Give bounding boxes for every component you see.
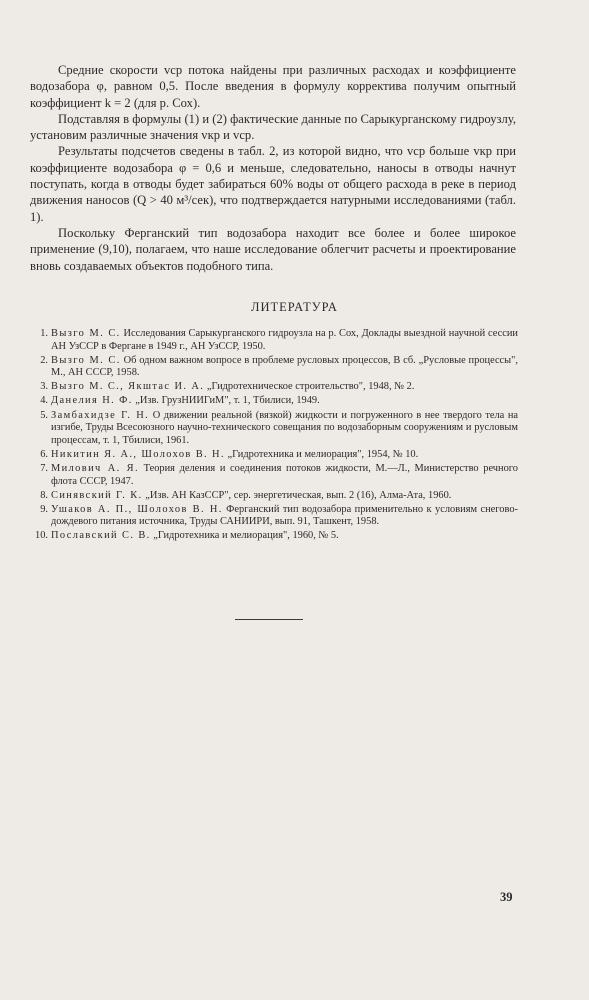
references-list: [30, 328, 518, 545]
reference-text: Теория деления и соединения потоков жидкости, М.—Л., Министерство речного флота СССР, 1947.: [51, 462, 518, 487]
reference-text: Об одном важном вопросе в проблеме русловых процессов, В сб. „Русловые процессы", М., АН СССР, 1958.: [51, 354, 518, 379]
reference-text: „Гидротехника и мелиорация", 1960, № 5.: [150, 530, 339, 542]
reference-author: Пославский С. В.: [51, 530, 151, 542]
paragraph-4: Поскольку Ферганский тип водозабора находит все более и более широкое применение (9,10), полагаем, что наше исследование облегчит расчеты и проектирование вновь создаваемых объектов подобного типа.: [30, 225, 516, 273]
reference-item: [30, 449, 518, 462]
end-rule-divider: [235, 619, 303, 620]
reference-number: 2.: [40, 354, 48, 366]
body-text: [30, 62, 516, 274]
reference-author: Синявский Г. К.: [51, 489, 143, 501]
paragraph-3: Результаты подсчетов сведены в табл. 2, из которой видно, что vср больше vкр при коэффициенте водозабора φ = 0,6 и меньше, следовательно, наносы в отводы начнут поступать, когда в отводы будет забираться 60% воды от общего расхода в реке в период движения наносов (Q > 40 м³/сек), что подтверждается натурными исследованиями (табл. 1).: [30, 144, 516, 224]
reference-number: 9.: [40, 503, 48, 515]
reference-number: 1.: [40, 328, 48, 339]
reference-number: 10.: [35, 530, 48, 542]
reference-number: 3.: [40, 381, 48, 393]
reference-number: 4.: [40, 395, 48, 407]
reference-text: „Гидротехническое строительство", 1948, № 2.: [204, 381, 415, 393]
reference-item: [30, 530, 518, 543]
reference-item: [30, 504, 518, 529]
references-title: ЛИТЕРАТУРА: [251, 300, 338, 314]
reference-text: „Гидротехника и мелиорация", 1954, № 10.: [224, 448, 419, 460]
reference-author: Данелия Н. Ф.: [51, 395, 133, 407]
reference-item: [30, 410, 518, 448]
paragraph-1: Средние скорости vср потока найдены при различных расходах и коэффициенте водозабора φ, равном 0,5. После введения в формулу корректива получим опытный коэффициент k = 2 (для р. Сох).: [30, 63, 516, 110]
reference-author: Милович А. Я.: [51, 462, 139, 474]
reference-author: Вызго М. С.: [51, 328, 121, 339]
reference-author: Вызго М. С.: [51, 354, 121, 366]
reference-text: „Изв. АН КазССР", сер. энергетическая, вып. 2 (16), Алма-Ата, 1960.: [142, 489, 452, 501]
reference-number: 8.: [40, 489, 48, 501]
reference-item: [30, 463, 518, 488]
reference-text: Ферганский тип водозабора применительно к условиям снегово-дождевого питания источника, Труды САНИИРИ, вып. 91, Ташкент, 1958.: [51, 503, 518, 528]
reference-author: Замбахидзе Г. Н.: [51, 409, 150, 421]
reference-item: [30, 490, 518, 503]
reference-text: О движении реальной (вязкой) жидкости и погруженного в нее твердого тела на изгибе, Труды Всесоюзного научно-технического совещания по водозаборным сооружениям и русловым процессам, т. 1, Тбилиси, 1961.: [51, 409, 518, 446]
reference-item: [30, 381, 518, 394]
reference-number: 5.: [40, 409, 48, 421]
reference-number: 7.: [40, 462, 48, 474]
reference-item: [30, 395, 518, 408]
paragraph-2: Подставляя в формулы (1) и (2) фактические данные по Сарыкурганскому гидроузлу, установим различные значения vкр и vср.: [30, 111, 516, 143]
reference-text: Исследования Сарыкурганского гидроузла на р. Сох, Доклады выездной научной сессии АН УзССР в Фергане в 1949 г., АН УзССР, 1950.: [51, 328, 518, 352]
reference-item: [30, 328, 518, 353]
reference-author: Никитин Я. А., Шолохов В. Н.: [51, 448, 225, 460]
reference-item: [30, 355, 518, 380]
reference-text: „Изв. ГрузНИИГиМ", т. 1, Тбилиси, 1949.: [132, 395, 320, 407]
reference-number: 6.: [40, 448, 48, 460]
reference-author: Вызго М. С., Якштас И. А.: [51, 381, 205, 393]
reference-author: Ушаков А. П., Шолохов В. Н.: [51, 503, 223, 515]
page-number: 39: [500, 890, 513, 904]
